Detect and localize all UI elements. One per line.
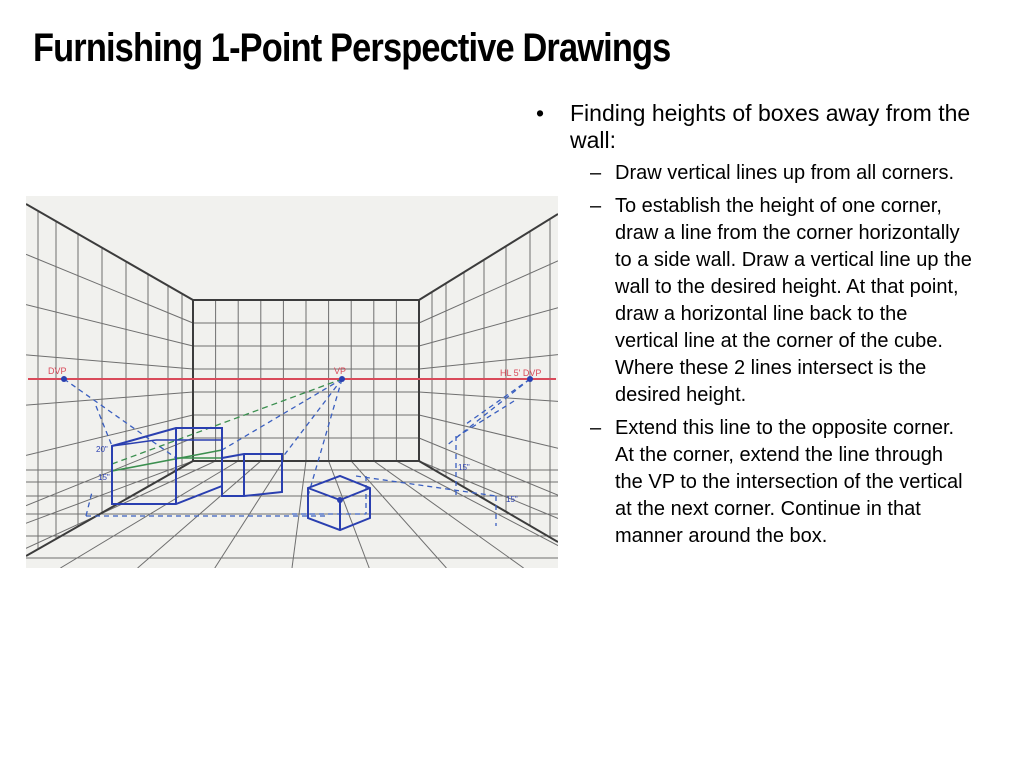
sub-bullet-item xyxy=(532,160,972,187)
furniture-boxes xyxy=(112,428,370,530)
left-ceiling-edge xyxy=(26,204,193,300)
label-15-inch-right: 15" xyxy=(506,495,518,504)
box-edge xyxy=(308,488,340,500)
vp-marker xyxy=(339,376,345,382)
perspective-drawing-figure xyxy=(26,196,558,568)
construction-line xyxy=(282,379,342,458)
sub-bullet-item xyxy=(532,415,972,550)
slide-title: Furnishing 1-Point Perspective Drawings xyxy=(33,26,671,70)
bullet-glyph: • xyxy=(536,100,545,126)
room-perspective-sketch xyxy=(26,196,558,568)
construction-line xyxy=(356,476,496,496)
sub-bullet-list xyxy=(532,160,972,550)
cube-corner-marker xyxy=(337,497,343,503)
dash-glyph: – xyxy=(590,417,602,439)
label-dvp-left: DVP xyxy=(48,366,67,376)
label-15-inch-left: 15" xyxy=(98,473,110,482)
drawing-labels xyxy=(48,366,541,504)
construction-line xyxy=(466,379,530,424)
construction-line xyxy=(96,406,112,446)
main-bullet-text: Finding heights of boxes away from the wall: xyxy=(570,100,971,153)
sub-bullet-item xyxy=(532,193,972,409)
label-20-inch: 20" xyxy=(96,445,108,454)
dash-glyph: – xyxy=(590,162,602,184)
main-bullet-item xyxy=(532,100,972,154)
dash-glyph: – xyxy=(590,195,602,217)
label-15-inch-back: 15" xyxy=(458,463,470,472)
sub-bullet-text: Extend this line to the opposite corner. At the corner, extend the line through the VP to the intersection of the vertical at the next corner. Continue in that manner around the box. xyxy=(615,417,963,547)
label-hl-dvp-right: HL 5' DVP xyxy=(500,368,542,378)
dvp-left-marker xyxy=(61,376,67,382)
sub-bullet-text: Draw vertical lines up from all corners. xyxy=(615,162,954,184)
label-vp: VP xyxy=(334,366,347,376)
sub-bullet-text: To establish the height of one corner, draw a line from the corner horizontally to a side wall. Draw a vertical line up the wall to the desired height. At that point, draw a horizontal line back to the vertical line at the corner of the cube. Where these 2 lines intersect is the desired height. xyxy=(615,195,972,406)
box-edge xyxy=(112,440,156,446)
slide-body-text xyxy=(532,100,972,556)
